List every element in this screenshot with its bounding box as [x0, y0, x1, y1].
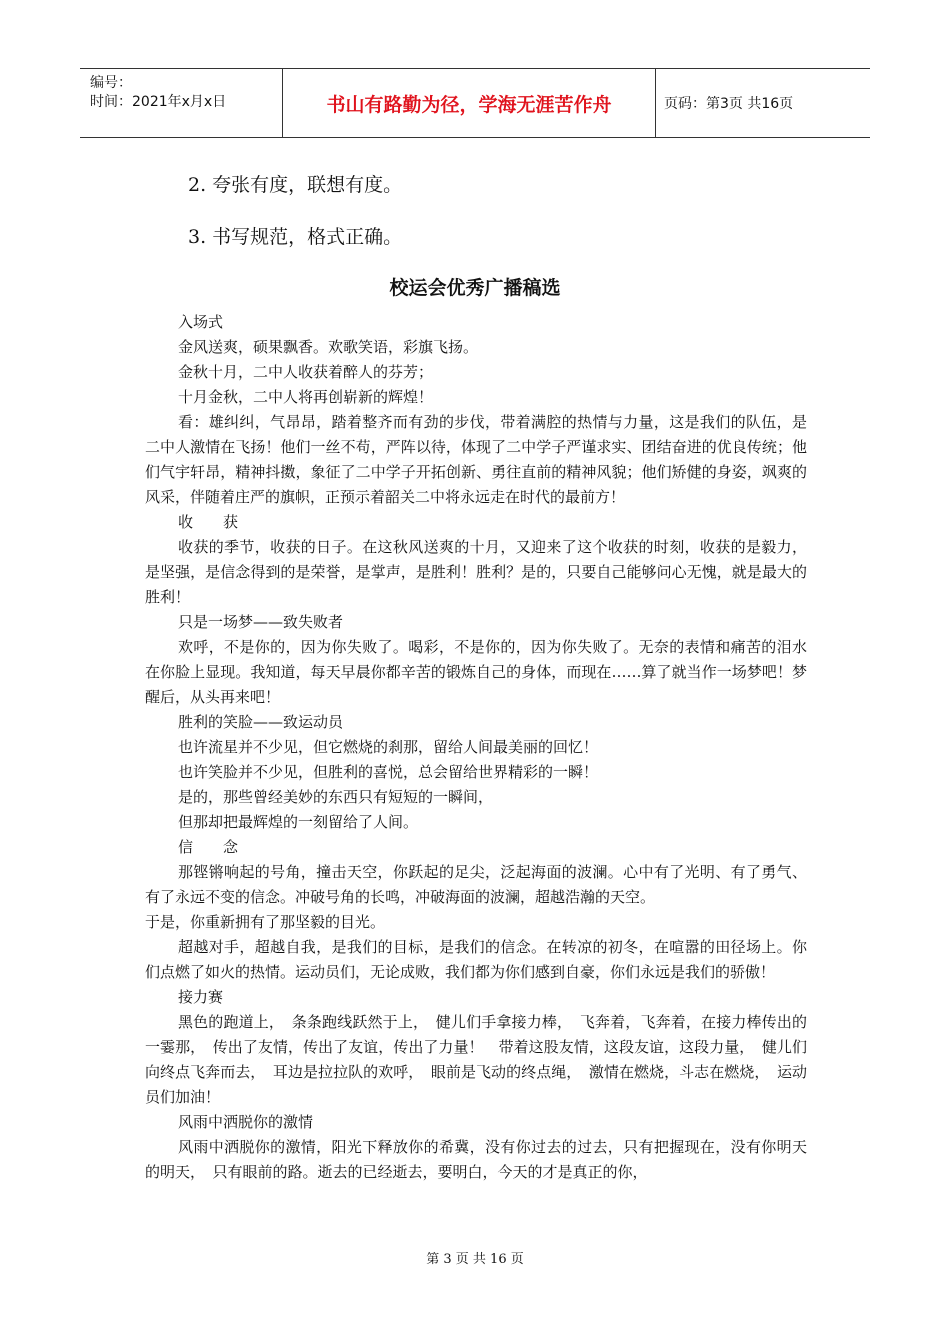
- paragraph: 超越对手，超越自我，是我们的目标，是我们的信念。在转凉的初冬，在喧嚣的田径场上。你们点燃了如火的热情。运动员们，无论成败，我们都为你们感到自豪，你们永远是我们的骄傲！: [145, 938, 807, 981]
- paragraph: 金秋十月，二中人收获着醉人的芬芳；: [178, 363, 434, 381]
- paragraph: 那铿锵响起的号角，撞击天空，你跃起的足尖，泛起海面的波澜。心中有了光明、有了勇气、有了永远不变的信念。冲破号角的长鸣，冲破海面的波澜，超越浩瀚的天空。: [145, 863, 807, 906]
- paragraph: 风雨中洒脱你的激情，阳光下释放你的希冀，没有你过去的过去，只有把握现在，没有你明天的明天， 只有眼前的路。逝去的已经逝去，要明白，今天的才是真正的你，: [145, 1138, 807, 1181]
- paragraph: 风雨中洒脱你的激情: [178, 1113, 314, 1131]
- paragraph: 也许流星并不少见，但它燃烧的刹那，留给人间最美丽的回忆！: [178, 738, 599, 756]
- list-item-2: 2. 夸张有度，联想有度。: [188, 174, 403, 196]
- paragraph: 金风送爽，硕果飘香。欢歌笑语，彩旗飞扬。: [178, 338, 479, 356]
- paragraph: 于是，你重新拥有了那坚毅的目光。: [145, 913, 386, 931]
- page-info: 页码：第3页 共16页: [664, 96, 794, 112]
- list-item-3: 3. 书写规范，格式正确。: [188, 226, 403, 248]
- time-label: 时间：2021年x月x日: [90, 94, 227, 110]
- code-label: 编号：: [90, 75, 132, 91]
- paragraph: 看：雄纠纠，气昂昂，踏着整齐而有劲的步伐，带着满腔的热情与力量，这是我们的队伍，是二中人激情在飞扬！他们一丝不苟，严阵以待，体现了二中学子严谨求实、团结奋进的优良传统；他们气宇轩昂，精神抖擞，象征了二中学子开拓创新、勇往直前的精神风貌；他们矫健的身姿，飒爽的风采，伴随着庄严的旗帜，正预示着韶关二中将永远走在时代的最前方！: [145, 413, 807, 506]
- paragraph: 接力赛: [178, 988, 224, 1006]
- page-header: [80, 68, 870, 138]
- article-body: [145, 310, 807, 1185]
- paragraph: 也许笑脸并不少见，但胜利的喜悦，总会留给世界精彩的一瞬！: [178, 763, 599, 781]
- article-title: 校运会优秀广播稿选: [389, 277, 561, 299]
- paragraph: 胜利的笑脸——致运动员: [178, 713, 344, 731]
- paragraph: 十月金秋，二中人将再创崭新的辉煌！: [178, 388, 434, 406]
- paragraph: 黑色的跑道上， 条条跑线跃然于上， 健儿们手拿接力棒， 飞奔着，飞奔着，在接力棒传出的一霎那， 传出了友情，传出了友谊，传出了力量！ 带着这股友情，这段友谊，这段力量， 健儿们向终点飞奔而去， 耳边是拉拉队的欢呼， 眼前是飞动的终点绳， 激情在燃烧，斗志在燃烧， 运动员们加油！: [145, 1013, 807, 1106]
- motto: 书山有路勤为径，学海无涯苦作舟: [282, 69, 656, 137]
- paragraph: 收获的季节，收获的日子。在这秋风送爽的十月，又迎来了这个收获的时刻，收获的是毅力，是坚强，是信念得到的是荣誉，是掌声，是胜利！胜利？是的，只要自己能够问心无愧，就是最大的胜利！: [145, 538, 807, 606]
- paragraph: 信 念: [178, 838, 239, 856]
- paragraph: 但那却把最辉煌的一刻留给了人间。: [178, 813, 419, 831]
- paragraph: 入场式: [178, 313, 224, 331]
- paragraph: 收 获: [178, 513, 239, 531]
- page-footer: 第 3 页 共 16 页: [426, 1252, 524, 1267]
- paragraph: 只是一场梦——致失败者: [178, 613, 344, 631]
- paragraph: 欢呼，不是你的，因为你失败了。喝彩，不是你的，因为你失败了。无奈的表情和痛苦的泪水在你脸上显现。我知道，每天早晨你都辛苦的锻炼自己的身体，而现在……算了就当作一场梦吧！梦醒后，从头再来吧！: [145, 638, 807, 706]
- header-left-cell: [80, 69, 280, 137]
- paragraph: 是的，那些曾经美妙的东西只有短短的一瞬间，: [178, 788, 494, 806]
